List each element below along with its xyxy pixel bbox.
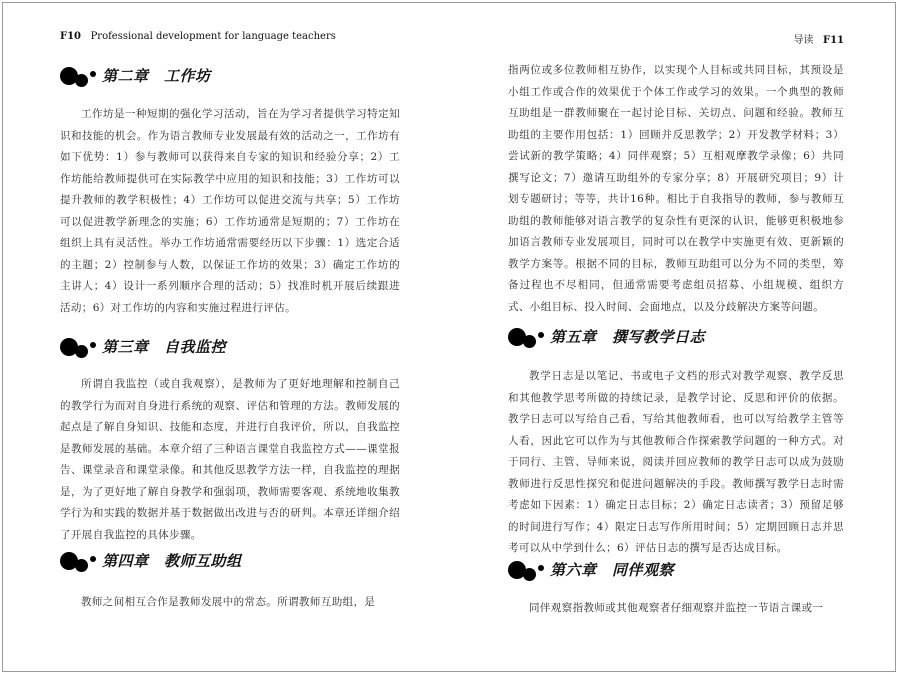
dots-ornament-icon (60, 549, 104, 573)
chapter-title: 第三章 自我监控 (102, 338, 227, 356)
right-running-title: 导读 (793, 35, 814, 46)
dots-ornament-icon (60, 335, 104, 359)
chapter-title: 第四章 教师互助组 (102, 552, 242, 570)
chapter-paragraph: 同伴观察指教师或其他观察者仔细观察并监控一节语言课或一 (529, 602, 824, 614)
left-running-title: Professional development for language teachers (90, 31, 336, 42)
dots-ornament-icon (508, 325, 552, 349)
chapter-title: 第二章 工作坊 (102, 67, 211, 85)
chapter-title: 第六章 同伴观察 (550, 561, 675, 579)
right-running-head (508, 31, 844, 46)
chapter-paragraph: 工作坊是一种短期的强化学习活动，旨在为学习者提供学习特定知识和技能的机会。作为语言教师专业发展最有效的活动之一，工作坊有如下优势：1）参与教师可以获得来自专家的知识和经验分享；2）工作坊能给教师提供可在实际教学中应用的知识和技能；3）工作坊可以提升教师的教学积极性；4）工作坊可以促进交流与共享；5）工作坊可以促进教学新理念的实施；6）工作坊通常是短期的；7）工作坊在组织上具有灵活性。举办工作坊通常需要经历以下步骤：1）选定合适的主题；2）控制参与人数，以保证工作坊的效果；3）确定工作坊的主讲人；4）设计一系列顺序合理的活动；5）找准时机开展后续跟进活动；6）对工作坊的内容和实施过程进行评估。 (60, 108, 400, 314)
dots-ornament-icon (60, 64, 104, 88)
continuation-paragraph: 指两位或多位教师相互协作，以实现个人目标或共同目标，其预设是小组工作或合作的效果优于个体工作或学习的效果。一个典型的教师互助组是一群教师聚在一起讨论目标、关切点、问题和经验。教师互助组的主要作用包括：1）回顾并反思教学；2）开发教学材料；3）尝试新的教学策略；4）同伴观察；5）互相观摩教学录像；6）共同撰写论文；7）邀请互助组外的专家分享；8）开展研究项目；9）计划专题研讨；等等，共计16种。相比于自我指导的教师，参与教师互助组的教师能够对语言教学的复杂性有更深的认识，能够更积极地参加语言教师专业发展项目，同时可以在教学中实施更有效、更新颖的教学方案等。根据不同的目标，教师互助组可以分为不同的类型，筹备过程也不尽相同，但通常需要考虑组员招募、小组规模、组织方式、小组目标、投入时间、会面地点，以及分歧解决方案等问题。 (508, 64, 844, 313)
dots-ornament-icon (508, 558, 552, 582)
left-page (60, 0, 400, 676)
chapter-title: 第五章 撰写教学日志 (550, 328, 706, 346)
chapter-paragraph: 所谓自我监控（或自我观察），是教师为了更好地理解和控制自己的教学行为而对自身进行系统的观察、评估和管理的方法。教师发展的起点是了解自身知识、技能和态度，并进行自我评价，所以，自我监控是教师发展的基础。本章介绍了三种语言课堂自我监控方式——课堂报告、课堂录音和课堂录像。和其他反思教学方法一样，自我监控的理据是，为了更好地了解自身教学和强弱项，教师需要客观、系统地收集教学行为和实践的数据并基于数据做出改进与否的研判。本章还详细介绍了开展自我监控的具体步骤。 (60, 378, 400, 541)
left-page-number: F10 (60, 31, 82, 42)
chapter-paragraph: 教学日志是以笔记、书或电子文档的形式对教学观察、教学反思和其他教学思考所做的持续记录，是教学讨论、反思和评价的依据。教学日志可以写给自己看，写给其他教师看，也可以写给教学主管等人看，因此它可以作为与其他教师合作探索教学问题的一种方式。对于同行、主管、导师来说，阅读并回应教师的教学日志可以成为鼓励教师进行反思性探究和促进问题解决的手段。教师撰写教学日志时需考虑如下因素：1）确定日志目标；2）确定日志读者；3）预留足够的时间进行写作；4）限定日志写作所用时间；5）定期回顾日志并思考可以从中学到什么；6）评估日志的撰写是否达成目标。 (508, 370, 844, 554)
left-running-head (60, 31, 400, 42)
right-page-number: F11 (822, 35, 844, 46)
chapter-paragraph: 教师之间相互合作是教师发展中的常态。所谓教师互助组，是 (81, 596, 376, 608)
right-page (508, 0, 844, 676)
